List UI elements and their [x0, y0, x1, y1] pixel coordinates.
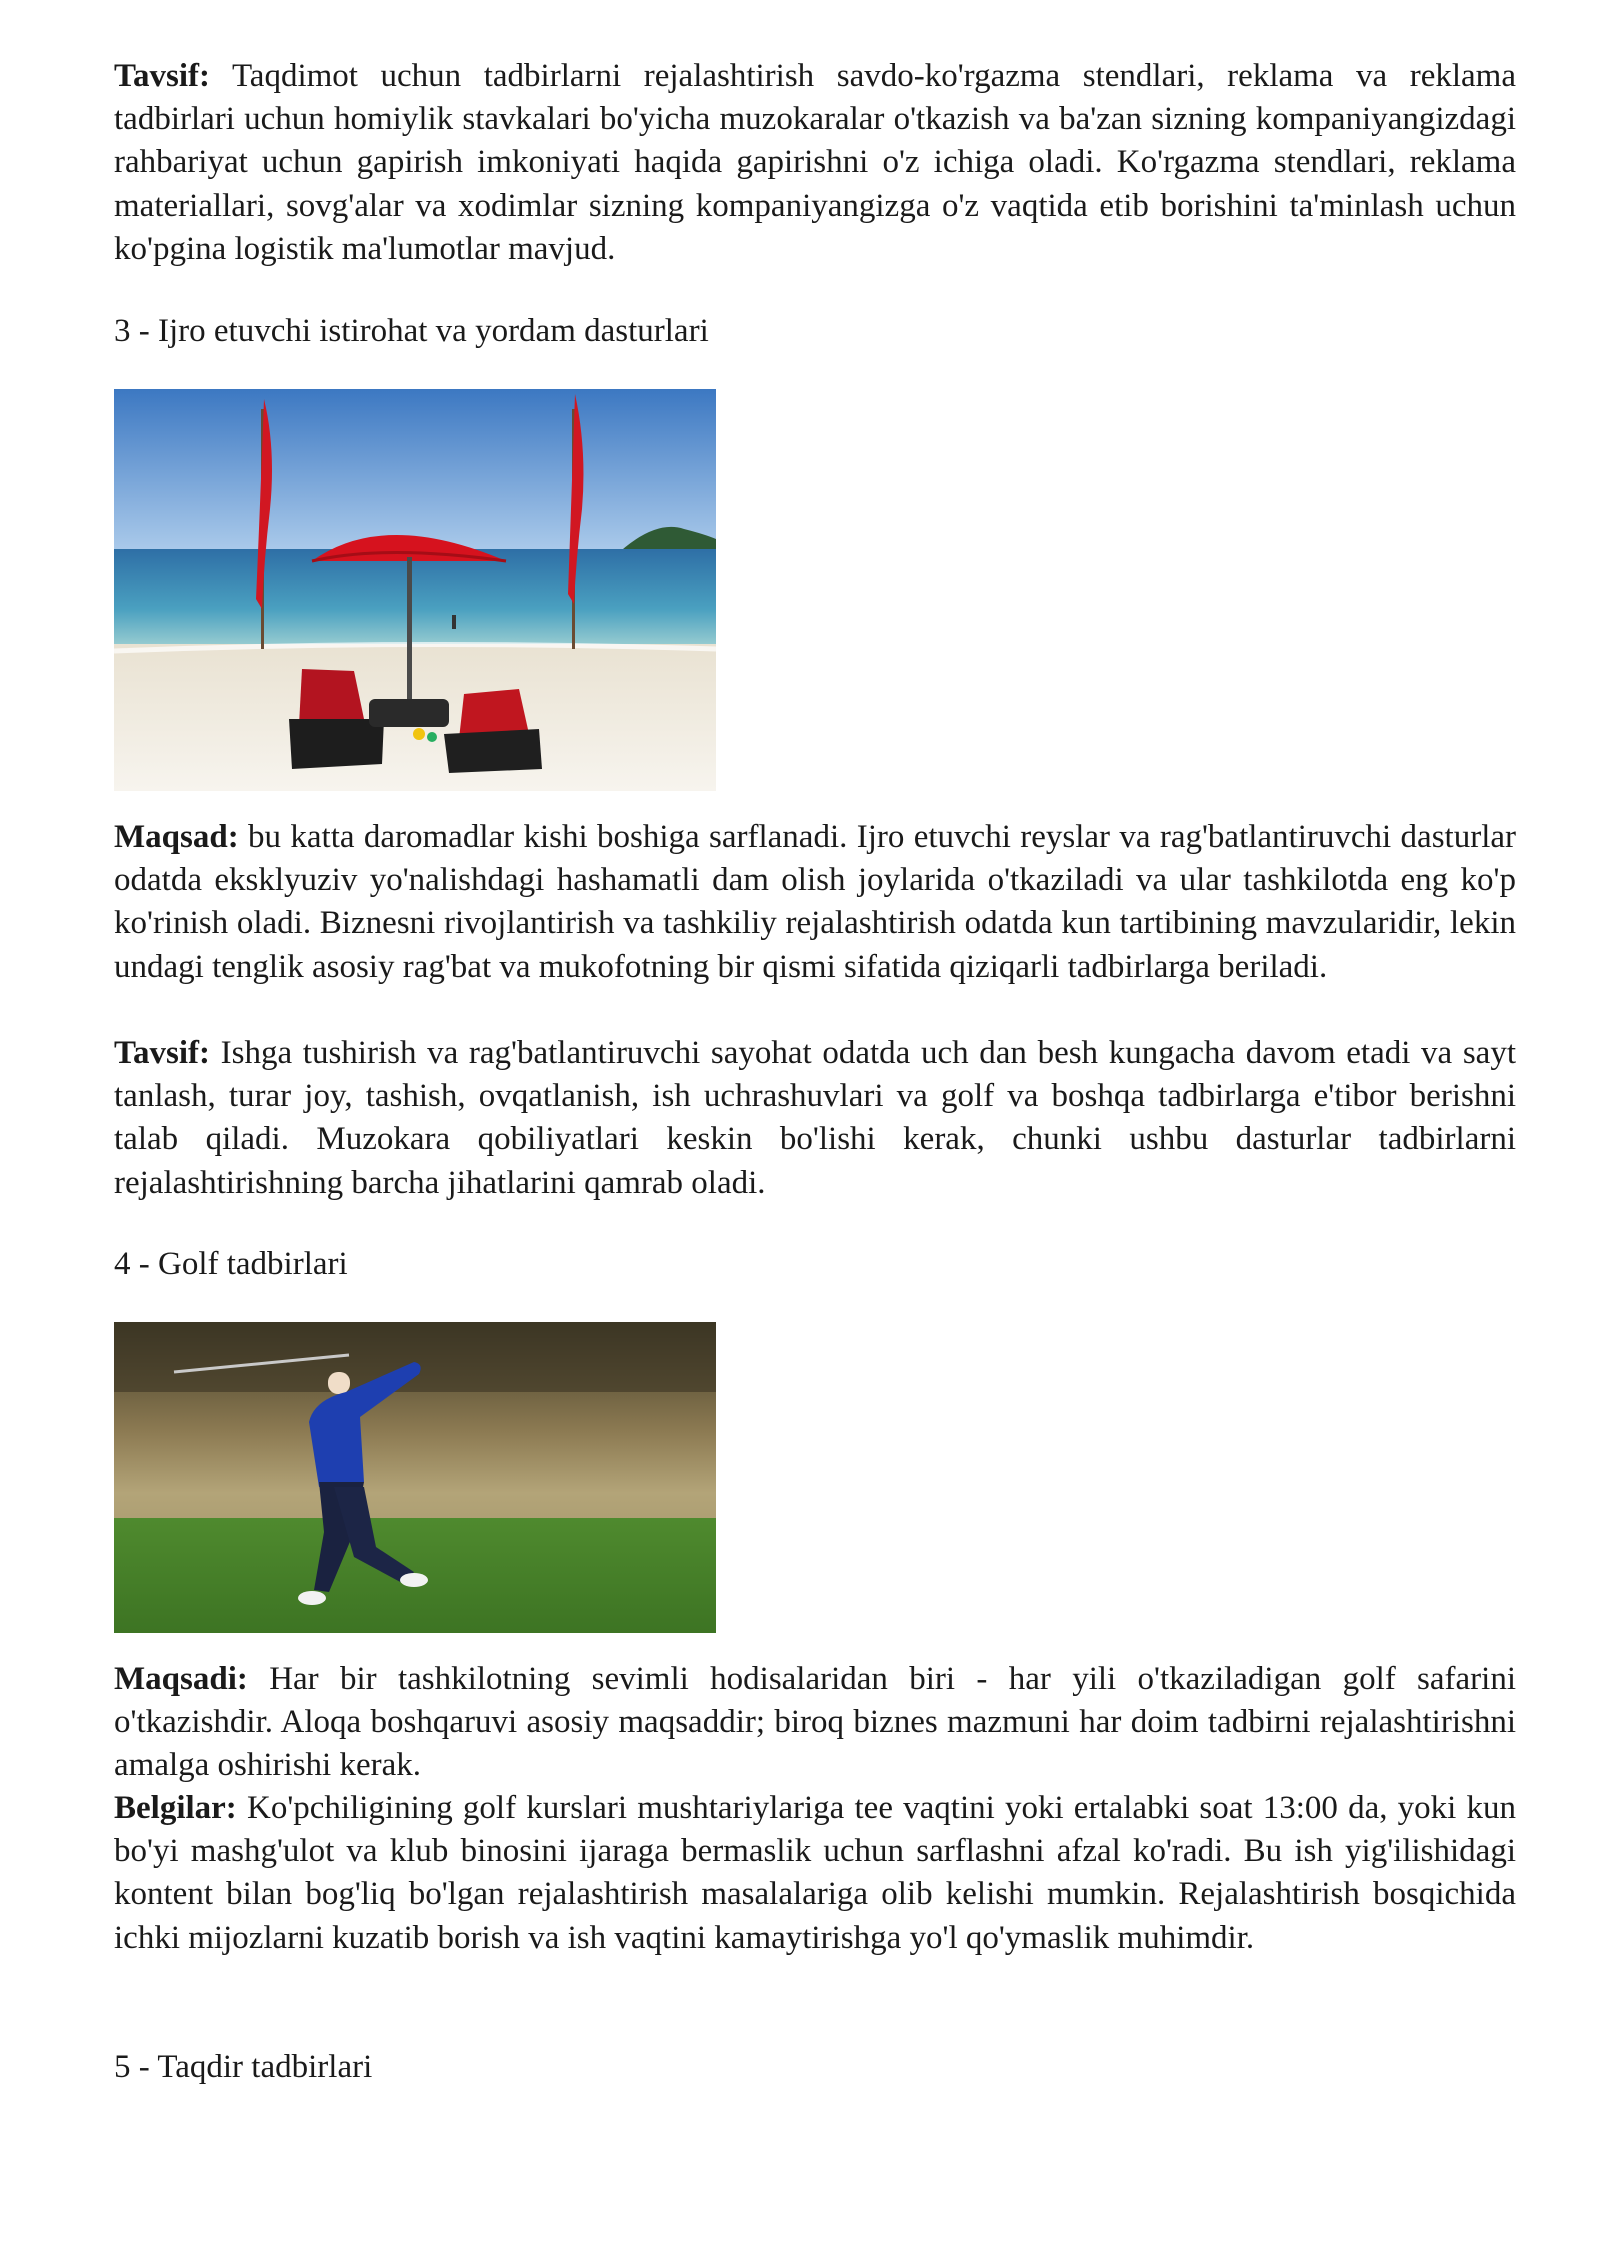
beach-photo — [114, 389, 716, 791]
section-5-heading: 5 - Taqdir tadbirlari — [114, 2049, 373, 2085]
section-4-heading: 4 - Golf tadbirlari — [114, 1246, 348, 1282]
golf-photo — [114, 1322, 716, 1633]
golfer-image — [114, 1322, 716, 1633]
maqsadi-text: Har bir tashkilotning sevimli hodisalaridan biri - har yili o'tkaziladigan golf safarini o'tkazishdir. Aloqa boshqaruvi asosiy maqsaddir; biroq biznes mazmuni har doim tadbirni rejalashtirishni amalga oshirishi kerak. — [114, 1661, 1517, 1784]
tavsif-label: Tavsif: — [114, 58, 210, 94]
tavsif-2-paragraph — [114, 1032, 1516, 1205]
maqsad-label: Maqsad: — [114, 819, 239, 855]
beach-scene-image — [114, 389, 716, 791]
tavsif-paragraph — [114, 55, 1516, 271]
maqsadi-label: Maqsadi: — [114, 1661, 248, 1697]
tavsif-2-label: Tavsif: — [114, 1035, 210, 1071]
maqsad-paragraph — [114, 816, 1516, 989]
belgilar-text: Ko'pchiligining golf kurslari mushtariylariga tee vaqtini yoki ertalabki soat 13:00 da, yoki kun bo'yi mashg'ulot va klub binosini ijaraga bermaslik uchun sarflashni afzal ko'radi. Bu ish yig'ilishidagi kontent bilan bog'liq bo'lgan rejalashtirish masalalariga olib kelishi mumkin. Rejalashtirish bosqichida ichki mijozlarni kuzatib borish va ish vaqtini kamaytirishga yo'l qo'ymaslik muhimdir. — [114, 1790, 1516, 1956]
tavsif-text: Taqdimot uchun tadbirlarni rejalashtirish savdo-ko'rgazma stendlari, reklama va reklama tadbirlari uchun homiylik stavkalari bo'yicha muzokaralar o'tkazish va ba'zan sizning kompaniyangizdagi rahbariyat uchun gapirish imkoniyati haqida gapirishni o'z ichiga oladi. Ko'rgazma stendlari, reklama materiallari, sovg'alar va xodimlar sizning kompaniyangizga o'z vaqtida etib borishini ta'minlash uchun ko'pgina logistik ma'lumotlar mavjud. — [114, 58, 1516, 267]
maqsadi-paragraph — [114, 1658, 1516, 1788]
belgilar-label: Belgilar: — [114, 1790, 237, 1826]
belgilar-paragraph — [114, 1787, 1516, 1960]
tavsif-2-text: Ishga tushirish va rag'batlantiruvchi sayohat odatda uch dan besh kungacha davom etadi va sayt tanlash, turar joy, tashish, ovqatlanish, ish uchrashuvlari va golf va boshqa tadbirlarga e'tibor berishni talab qiladi. Muzokara qobiliyatlari keskin bo'lishi kerak, chunki ushbu dasturlar tadbirlarni rejalashtirishning barcha jihatlarini qamrab oladi. — [114, 1035, 1517, 1201]
section-3-heading: 3 - Ijro etuvchi istirohat va yordam dasturlari — [114, 313, 709, 349]
maqsad-text: bu katta daromadlar kishi boshiga sarflanadi. Ijro etuvchi reyslar va rag'batlantiruvchi dasturlar odatda eksklyuziv yo'nalishdagi hashamatli dam olish joylarida o'tkaziladi va ular tashkilotda eng ko'p ko'rinish oladi. Biznesni rivojlantirish va tashkiliy rejalashtirish odatda kun tartibining mavzularidir, lekin undagi tenglik asosiy rag'bat va mukofotning bir qismi sifatida qiziqarli tadbirlarga beriladi. — [114, 819, 1517, 985]
